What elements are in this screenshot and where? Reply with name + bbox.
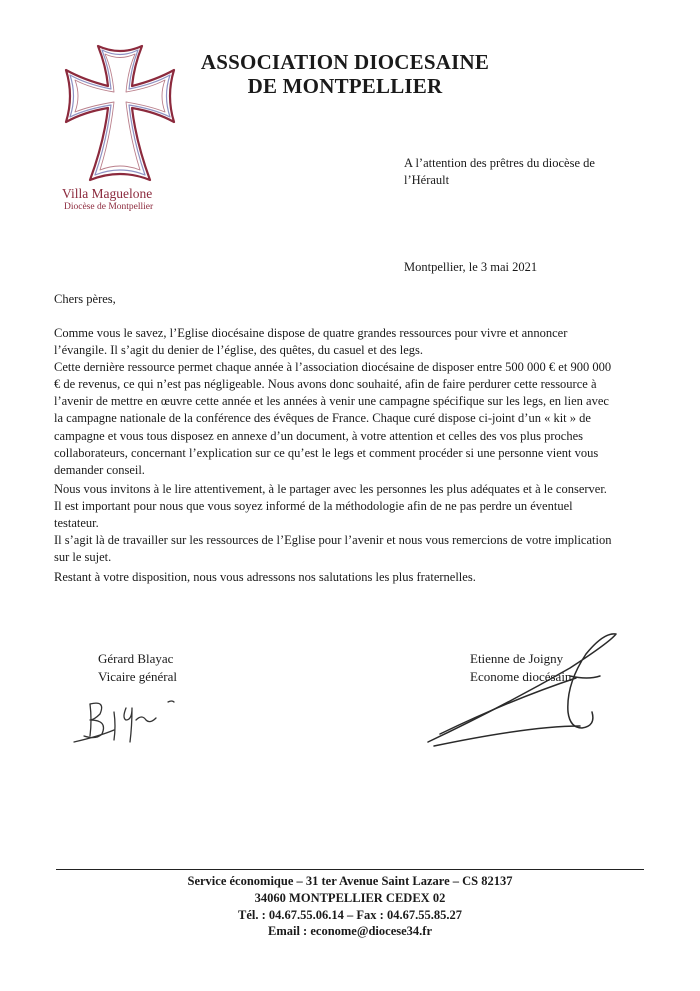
- paragraph-line: Nous vous invitons à le lire attentivement, à le partager avec les personnes les plus adéquates et à le conserver.: [54, 482, 607, 496]
- closing-line: Restant à votre disposition, nous vous adressons nos salutations les plus fraternelles.: [54, 570, 476, 584]
- paragraph-line: demander conseil.: [54, 462, 145, 477]
- organization-heading-line1: ASSOCIATION DIOCESAINE: [200, 50, 490, 74]
- recipient-line1: A l’attention des prêtres du diocèse de: [404, 156, 595, 170]
- paragraph-line: sur le sujet.: [54, 550, 112, 565]
- recipient-line2: l’Hérault: [404, 173, 450, 187]
- villa-maguelone-cross-logo: [62, 42, 178, 184]
- logo-subtitle: Diocèse de Montpellier: [64, 202, 154, 212]
- paragraph-line: Comme vous le savez, l’Eglise diocésaine dispose de quatre grandes ressources pour vivre et annoncer: [54, 326, 568, 340]
- paragraph-line: l’avenir de mettre en œuvre cette année et les années à venir une campagne spécifique sur les legs, en lien avec: [54, 394, 609, 409]
- paragraph-line: la campagne nationale de la conférence des évêques de France. Chaque curé dispose ci-joint d’un « kit » de: [54, 411, 591, 426]
- paragraph-line: campagne et vous tous disposez en annexe d’un document, à votre attention et celles des vos plus proches: [54, 428, 584, 443]
- signatory-right-name: Etienne de Joigny: [470, 651, 564, 666]
- paragraph-2: [54, 481, 642, 566]
- footer-contact: [100, 873, 600, 940]
- paragraph-1: [54, 325, 642, 479]
- signatory-left-name: Gérard Blayac: [98, 651, 174, 666]
- paragraph-line: collaborateurs, concernant l’explication sur ce qu’est le legs et comment procéder si une personne vient vous: [54, 445, 599, 460]
- paragraph-line: l’évangile. Il s’agit du denier de l’église, des quêtes, du casuel et des legs.: [54, 343, 423, 358]
- signature-right-scribble: [420, 628, 620, 750]
- paragraph-line: Cette dernière ressource permet chaque année à l’association diocésaine de disposer entre 500 000 € et 900 000: [54, 360, 612, 375]
- signature-left-scribble: [70, 690, 200, 750]
- footer-address-line: Service économique – 31 ter Avenue Saint Lazare – CS 82137: [187, 874, 513, 888]
- salutation: Chers pères,: [54, 292, 116, 306]
- organization-heading-line2: DE MONTPELLIER: [247, 74, 443, 98]
- recipient-block: [404, 155, 634, 189]
- paragraph-line: € de revenus, ce qui n’est pas négligeable. Nous avons donc souhaité, afin de faire perdurer cette ressource à: [54, 377, 597, 392]
- paragraph-line: Il s’agit là de travailler sur les ressources de l’Eglise pour l’avenir et nous vous remercions de votre implication: [54, 533, 612, 548]
- footer-city-line: 34060 MONTPELLIER CEDEX 02: [254, 890, 446, 905]
- signatory-left-role: Vicaire général: [98, 669, 177, 684]
- paragraph-line: testateur.: [54, 516, 99, 531]
- letter-date: Montpellier, le 3 mai 2021: [404, 260, 538, 274]
- paragraph-line: Il est important pour nous que vous soyez informé de la méthodologie afin de ne pas perdre un éventuel: [54, 499, 573, 514]
- footer-phone-line: Tél. : 04.67.55.06.14 – Fax : 04.67.55.85.27: [238, 907, 462, 922]
- organization-heading: [180, 50, 510, 98]
- footer-divider: [56, 869, 644, 870]
- footer-email-line: Email : econome@diocese34.fr: [267, 924, 432, 939]
- signatory-right-role: Econome diocésain: [470, 669, 572, 684]
- logo-name: Villa Maguelone: [62, 186, 153, 201]
